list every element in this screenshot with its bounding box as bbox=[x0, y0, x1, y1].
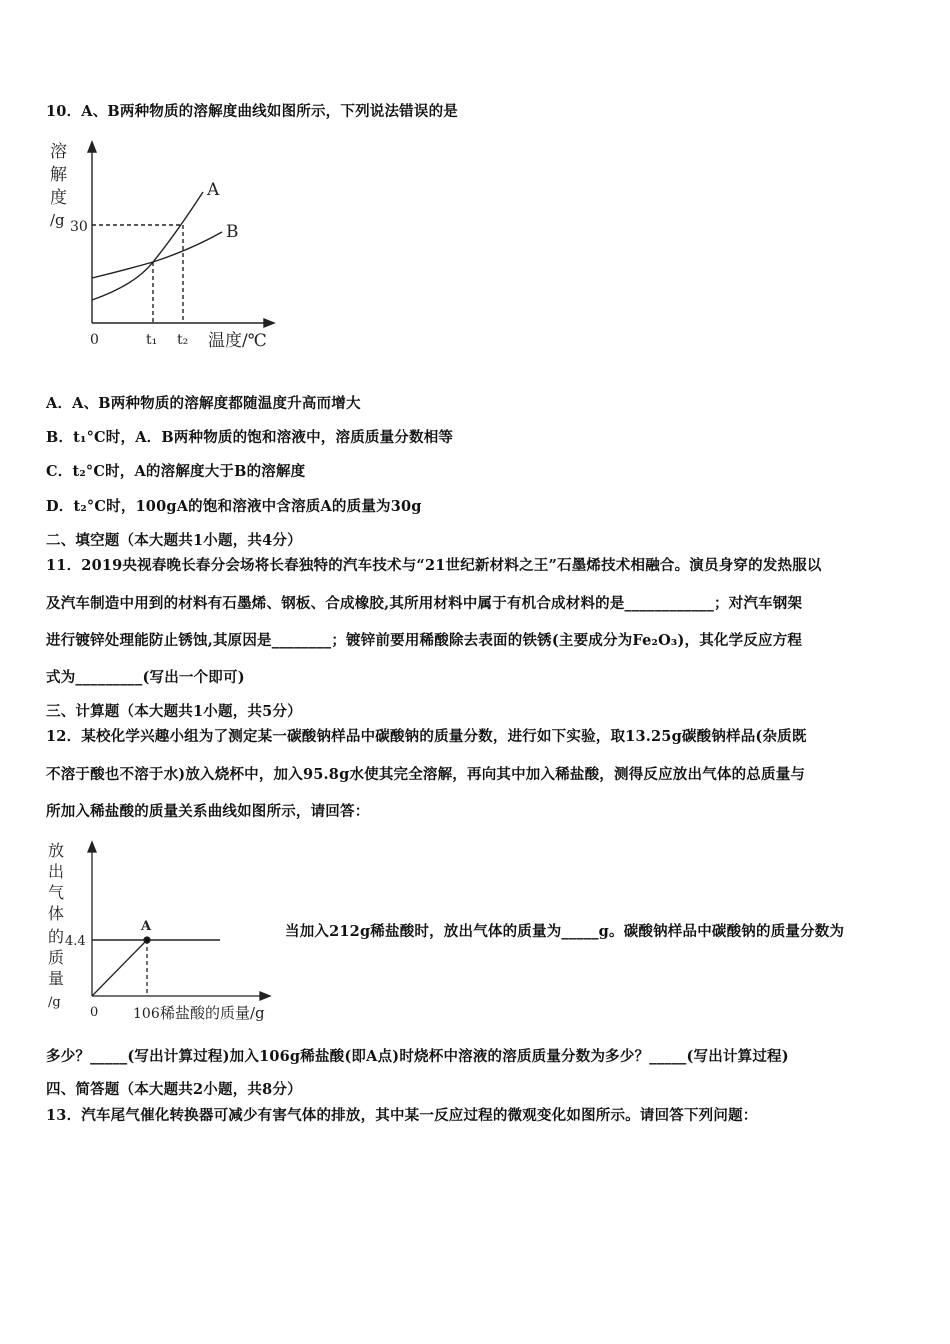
solubility-chart bbox=[88, 142, 274, 327]
question-10-stem: 10．A、B两种物质的溶解度曲线如图所示，下列说法错误的是 bbox=[46, 103, 458, 120]
question-12-continuation: 多少？_____(写出计算过程)加入106g稀盐酸(即A点)时烧杯中溶液的溶质质量分数为多少？_____(写出计算过程) bbox=[46, 1048, 789, 1065]
question-11-line: 11．2019央视春晚长春分会场将长春独特的汽车技术与“21世纪新材料之王”石墨烯技术相融合。演员身穿的发热服以 bbox=[46, 557, 822, 574]
option-c: C．t₂°C时，A的溶解度大于B的溶解度 bbox=[46, 463, 306, 480]
y-label-char: 气 bbox=[48, 883, 65, 902]
curve-a-label: A bbox=[207, 180, 220, 200]
t2-label: t₂ bbox=[177, 332, 189, 348]
option-d: D．t₂°C时，100gA的饱和溶液中含溶质A的质量为30g bbox=[46, 498, 422, 515]
origin-label: 0 bbox=[90, 332, 99, 348]
curve-b bbox=[92, 232, 222, 278]
question-12-side-text: 当加入212g稀盐酸时，放出气体的质量为_____g。碳酸钠样品中碳酸钠的质量分数为 bbox=[285, 923, 845, 940]
y-label-char: 量 bbox=[48, 969, 65, 988]
question-13-stem: 13．汽车尾气催化转换器可减少有害气体的排放，其中某一反应过程的微观变化如图所示。请回答下列问题： bbox=[46, 1107, 758, 1124]
y-label-char: 的 bbox=[48, 927, 65, 946]
question-11-line: 式为_________(写出一个即可) bbox=[46, 669, 245, 686]
question-11-line: 进行镀锌处理能防止锈蚀,其原因是________；镀锌前要用稀酸除去表面的铁锈(主要成分为Fe₂O₃)，其化学反应方程 bbox=[46, 632, 803, 649]
curve-a bbox=[92, 192, 203, 300]
section-heading-fill-in: 二、填空题（本大题共1小题，共4分） bbox=[46, 532, 302, 549]
y-label-char: 体 bbox=[48, 904, 65, 923]
x-axis-label: 稀盐酸的质量/g bbox=[160, 1004, 265, 1022]
section-heading-calculation: 三、计算题（本大题共1小题，共5分） bbox=[46, 703, 302, 720]
x-tick-106: 106 bbox=[133, 1006, 160, 1022]
t1-label: t₁ bbox=[146, 332, 158, 348]
y-tick-4-4: 4.4 bbox=[65, 934, 86, 949]
y-label-char: /g bbox=[48, 995, 61, 1010]
y-label-char: 放 bbox=[48, 841, 65, 860]
y-axis-arrow bbox=[88, 842, 96, 852]
question-12-line: 所加入稀盐酸的质量关系曲线如图所示，请回答： bbox=[46, 803, 370, 820]
y-label-char: 解 bbox=[50, 165, 67, 185]
option-b: B．t₁°C时，A．B两种物质的饱和溶液中，溶质质量分数相等 bbox=[46, 429, 454, 446]
rising-line bbox=[92, 940, 147, 996]
question-12-line: 12．某校化学兴趣小组为了测定某一碳酸钠样品中碳酸钠的质量分数，进行如下实验，取13.25g碳酸钠样品(杂质既 bbox=[46, 728, 807, 745]
point-a bbox=[144, 937, 150, 943]
x-axis-arrow bbox=[260, 992, 270, 1000]
x-axis-arrow bbox=[264, 319, 274, 327]
x-axis-label: 温度/℃ bbox=[208, 331, 267, 351]
curve-b-label: B bbox=[226, 222, 239, 242]
y-label-char: /g bbox=[50, 211, 65, 229]
section-heading-short-answer: 四、简答题（本大题共2小题，共8分） bbox=[46, 1081, 302, 1098]
gas-mass-chart bbox=[88, 842, 270, 1000]
y-label-char: 溶 bbox=[50, 142, 67, 162]
option-a: A．A、B两种物质的溶解度都随温度升高而增大 bbox=[46, 395, 361, 412]
y-tick-30: 30 bbox=[70, 219, 88, 235]
question-11-line: 及汽车制造中用到的材料有石墨烯、钢板、合成橡胶,其所用材料中属于有机合成材料的是____________；对汽车钢架 bbox=[46, 595, 803, 612]
y-label-char: 度 bbox=[50, 188, 67, 208]
origin-label: 0 bbox=[90, 1005, 99, 1020]
point-a-label: A bbox=[141, 919, 152, 934]
question-12-line: 不溶于酸也不溶于水)放入烧杯中，加入95.8g水使其完全溶解，再向其中加入稀盐酸，测得反应放出气体的总质量与 bbox=[46, 766, 806, 783]
y-label-char: 质 bbox=[48, 948, 65, 967]
y-axis-arrow bbox=[88, 142, 96, 152]
y-label-char: 出 bbox=[48, 862, 65, 881]
